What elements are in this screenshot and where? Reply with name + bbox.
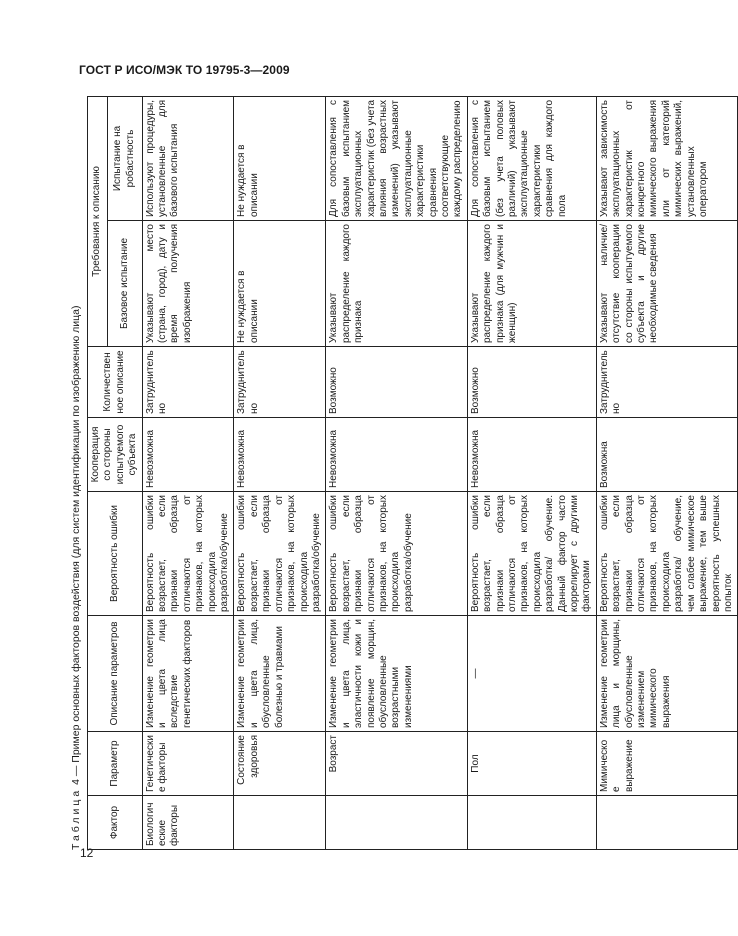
col-header-description: Описание параметров bbox=[88, 616, 143, 732]
cell-quantitative: Затруднительно bbox=[596, 347, 737, 418]
cell-factor bbox=[596, 796, 737, 850]
cell-robustness: Используют процедуры, установленные для базового испытания bbox=[142, 96, 234, 220]
cell-error-probability: Вероятность ошибки возрастает, если признаки образца отличаются от признаков, на которых происходила разработка/обучение bbox=[142, 492, 234, 616]
cell-error-probability: Вероятность ошибки возрастает, если признаки образца отличаются от признаков, на которых происходила разработка/обучение bbox=[326, 492, 467, 616]
cell-robustness: Указывают зависимость эксплуатационных характеристик от конкретного мимического выражения или от категорий мимических выражений, установленных оператором bbox=[596, 96, 737, 220]
cell-description: Изменение геометрии и цвета лица, эластичности кожи и появление морщин, обусловленные возрастными изменениями bbox=[326, 616, 467, 732]
cell-cooperation: Невозможна bbox=[467, 418, 596, 492]
document-header: ГОСТ Р ИСО/МЭК ТО 19795-3—2009 bbox=[79, 63, 290, 77]
cell-base-test: Указывают наличие/ отсутствие кооперации со стороны испытуемого субъекта и другие необходимые сведения bbox=[596, 221, 737, 347]
col-header-parameter: Параметр bbox=[88, 732, 143, 796]
cell-quantitative: Затруднительно bbox=[234, 347, 326, 418]
col-header-factor: Фактор bbox=[88, 796, 143, 850]
table-row bbox=[467, 96, 596, 849]
cell-factor bbox=[326, 796, 467, 850]
col-header-requirements: Требования к описанию bbox=[88, 96, 108, 346]
cell-parameter: Мимическое выражение bbox=[596, 732, 737, 796]
cell-base-test: Указывают распределение каждого признака (для мужчин и женщин) bbox=[467, 221, 596, 347]
col-header-error-probability: Вероятность ошибки bbox=[88, 492, 143, 616]
table-row bbox=[234, 96, 326, 849]
cell-parameter: Возраст bbox=[326, 732, 467, 796]
table-caption-number: 4 bbox=[70, 779, 82, 785]
table-caption-label: Таблица bbox=[70, 787, 82, 850]
cell-quantitative: Возможно bbox=[467, 347, 596, 418]
cell-cooperation: Невозможна bbox=[234, 418, 326, 492]
cell-quantitative: Затруднительно bbox=[142, 347, 234, 418]
page-number: 12 bbox=[80, 846, 94, 860]
cell-factor: Биологические факторы bbox=[142, 796, 234, 850]
cell-base-test: Не нуждается в описании bbox=[234, 221, 326, 347]
cell-cooperation: Невозможна bbox=[326, 418, 467, 492]
table-row bbox=[596, 96, 737, 849]
cell-parameter: Пол bbox=[467, 732, 596, 796]
cell-description: Изменение геометрии и цвета лица, обусловленные болезнью и травмами bbox=[234, 616, 326, 732]
table-row bbox=[326, 96, 467, 849]
cell-cooperation: Возможна bbox=[596, 418, 737, 492]
cell-error-probability: Вероятность ошибки возрастает, если признаки образца отличаются от признаков, на которых происходила разработка/ обучение. Данный фактор часто коррелирует с другими факторами bbox=[467, 492, 596, 616]
cell-error-probability: Вероятность ошибки возрастает, если признаки образца отличаются от признаков, на которых происходила разработка/ обучение, чем слабее мимическое выражение, тем выше вероятность успешных попыток bbox=[596, 492, 737, 616]
table-header-row bbox=[88, 96, 108, 849]
cell-description: — bbox=[467, 616, 596, 732]
cell-quantitative: Возможно bbox=[326, 347, 467, 418]
table-caption bbox=[65, 97, 87, 850]
cell-cooperation: Невозможна bbox=[142, 418, 234, 492]
cell-parameter: Состояние здоровья bbox=[234, 732, 326, 796]
cell-error-probability: Вероятность ошибки возрастает, если признаки образца отличаются от признаков, на которых происходила разработка/обучение bbox=[234, 492, 326, 616]
table-caption-text: — Пример основных факторов воздействия (для систем идентификации по изображению лица) bbox=[70, 305, 82, 780]
cell-description: Изменение геометрии и цвета лица вследствие генетических факторов bbox=[142, 616, 234, 732]
col-header-base-test: Базовое испытание bbox=[108, 221, 143, 347]
rotated-table-block bbox=[65, 97, 734, 850]
cell-factor bbox=[234, 796, 326, 850]
cell-parameter: Генетические факторы bbox=[142, 732, 234, 796]
cell-robustness: Для сопоставления с базовым испытанием эксплуатационных характеристик (без учета влияния возрастных изменений) указывают эксплуатационные характеристики сравнения соответствующие каждому распределению bbox=[326, 96, 467, 220]
col-header-cooperation: Кооперация со стороны испытуемого субъекта bbox=[88, 418, 143, 492]
cell-base-test: Указывают распределение каждого признака bbox=[326, 221, 467, 347]
cell-robustness: Не нуждается в описании bbox=[234, 96, 326, 220]
table-row bbox=[142, 96, 234, 849]
col-header-quantitative: Количественное описание bbox=[88, 347, 143, 418]
cell-description: Изменение геометрии лица и морщины, обусловленные изменением мимического выражения bbox=[596, 616, 737, 732]
cell-robustness: Для сопоставления с базовым испытанием (без учета половых различий) указывают эксплуатационные характеристики сравнения для каждого пола bbox=[467, 96, 596, 220]
col-header-robustness: Испытание на робастность bbox=[108, 96, 143, 220]
cell-factor bbox=[467, 796, 596, 850]
cell-base-test: Указывают место (страна, город), дату и время получения изображения bbox=[142, 221, 234, 347]
factors-table bbox=[87, 96, 738, 850]
